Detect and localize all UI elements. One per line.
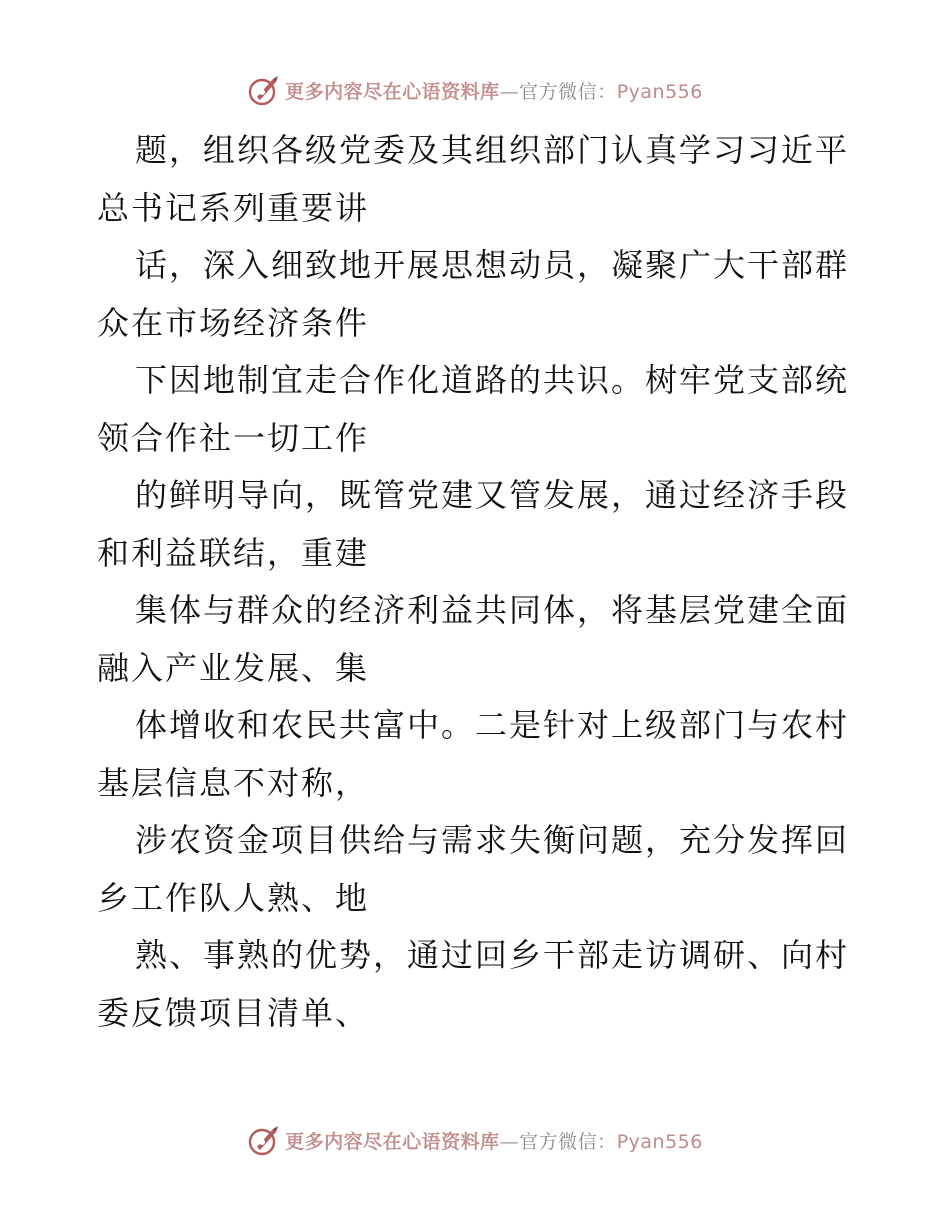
text-line: 领合作社一切工作 [97,418,370,457]
header-brand: 更多内容尽在心语资料库 [285,80,500,103]
text-line: 委反馈项目清单、 [97,993,370,1032]
header-wechat-label: 官方微信： [519,80,617,103]
text-line: 的鲜明导向，既管党建又管发展，通过经济手段 [135,476,850,514]
text-line: 众在市场经济条件 [97,303,370,342]
text-line: 融入产业发展、集 [97,648,370,687]
footer-separator: — [499,1130,520,1153]
text-line: 话，深入细致地开展思想动员，凝聚广大干部群 [135,246,850,284]
text-line: 熟、事熟的优势，通过回乡干部走访调研、向村 [135,936,850,974]
text-line: 集体与群众的经济利益共同体，将基层党建全面 [135,591,850,629]
text-line: 题，组织各级党委及其组织部门认真学习习近平 [135,131,850,169]
text-line: 体增收和农民共富中。二是针对上级部门与农村 [135,706,850,744]
quill-logo-icon [247,73,281,107]
quill-logo-icon [247,1123,281,1157]
footer-account: Pyan556 [616,1130,703,1153]
text-line: 和利益联结，重建 [97,533,370,572]
header-banner [0,70,950,110]
header-separator: — [499,80,520,103]
text-line: 乡工作队人熟、地 [97,878,370,917]
footer-brand: 更多内容尽在心语资料库 [285,1130,500,1153]
header-text [285,77,703,104]
text-line: 涉农资金项目供给与需求失衡问题，充分发挥回 [135,821,850,859]
header-account: Pyan556 [616,80,703,103]
text-line: 基层信息不对称， [97,763,370,802]
text-line: 下因地制宜走合作化道路的共识。树牢党支部统 [135,361,850,399]
document-body [97,122,857,1042]
footer-text [285,1127,703,1154]
footer-wechat-label: 官方微信： [519,1130,617,1153]
text-line: 总书记系列重要讲 [97,188,370,227]
footer-banner [0,1120,950,1160]
